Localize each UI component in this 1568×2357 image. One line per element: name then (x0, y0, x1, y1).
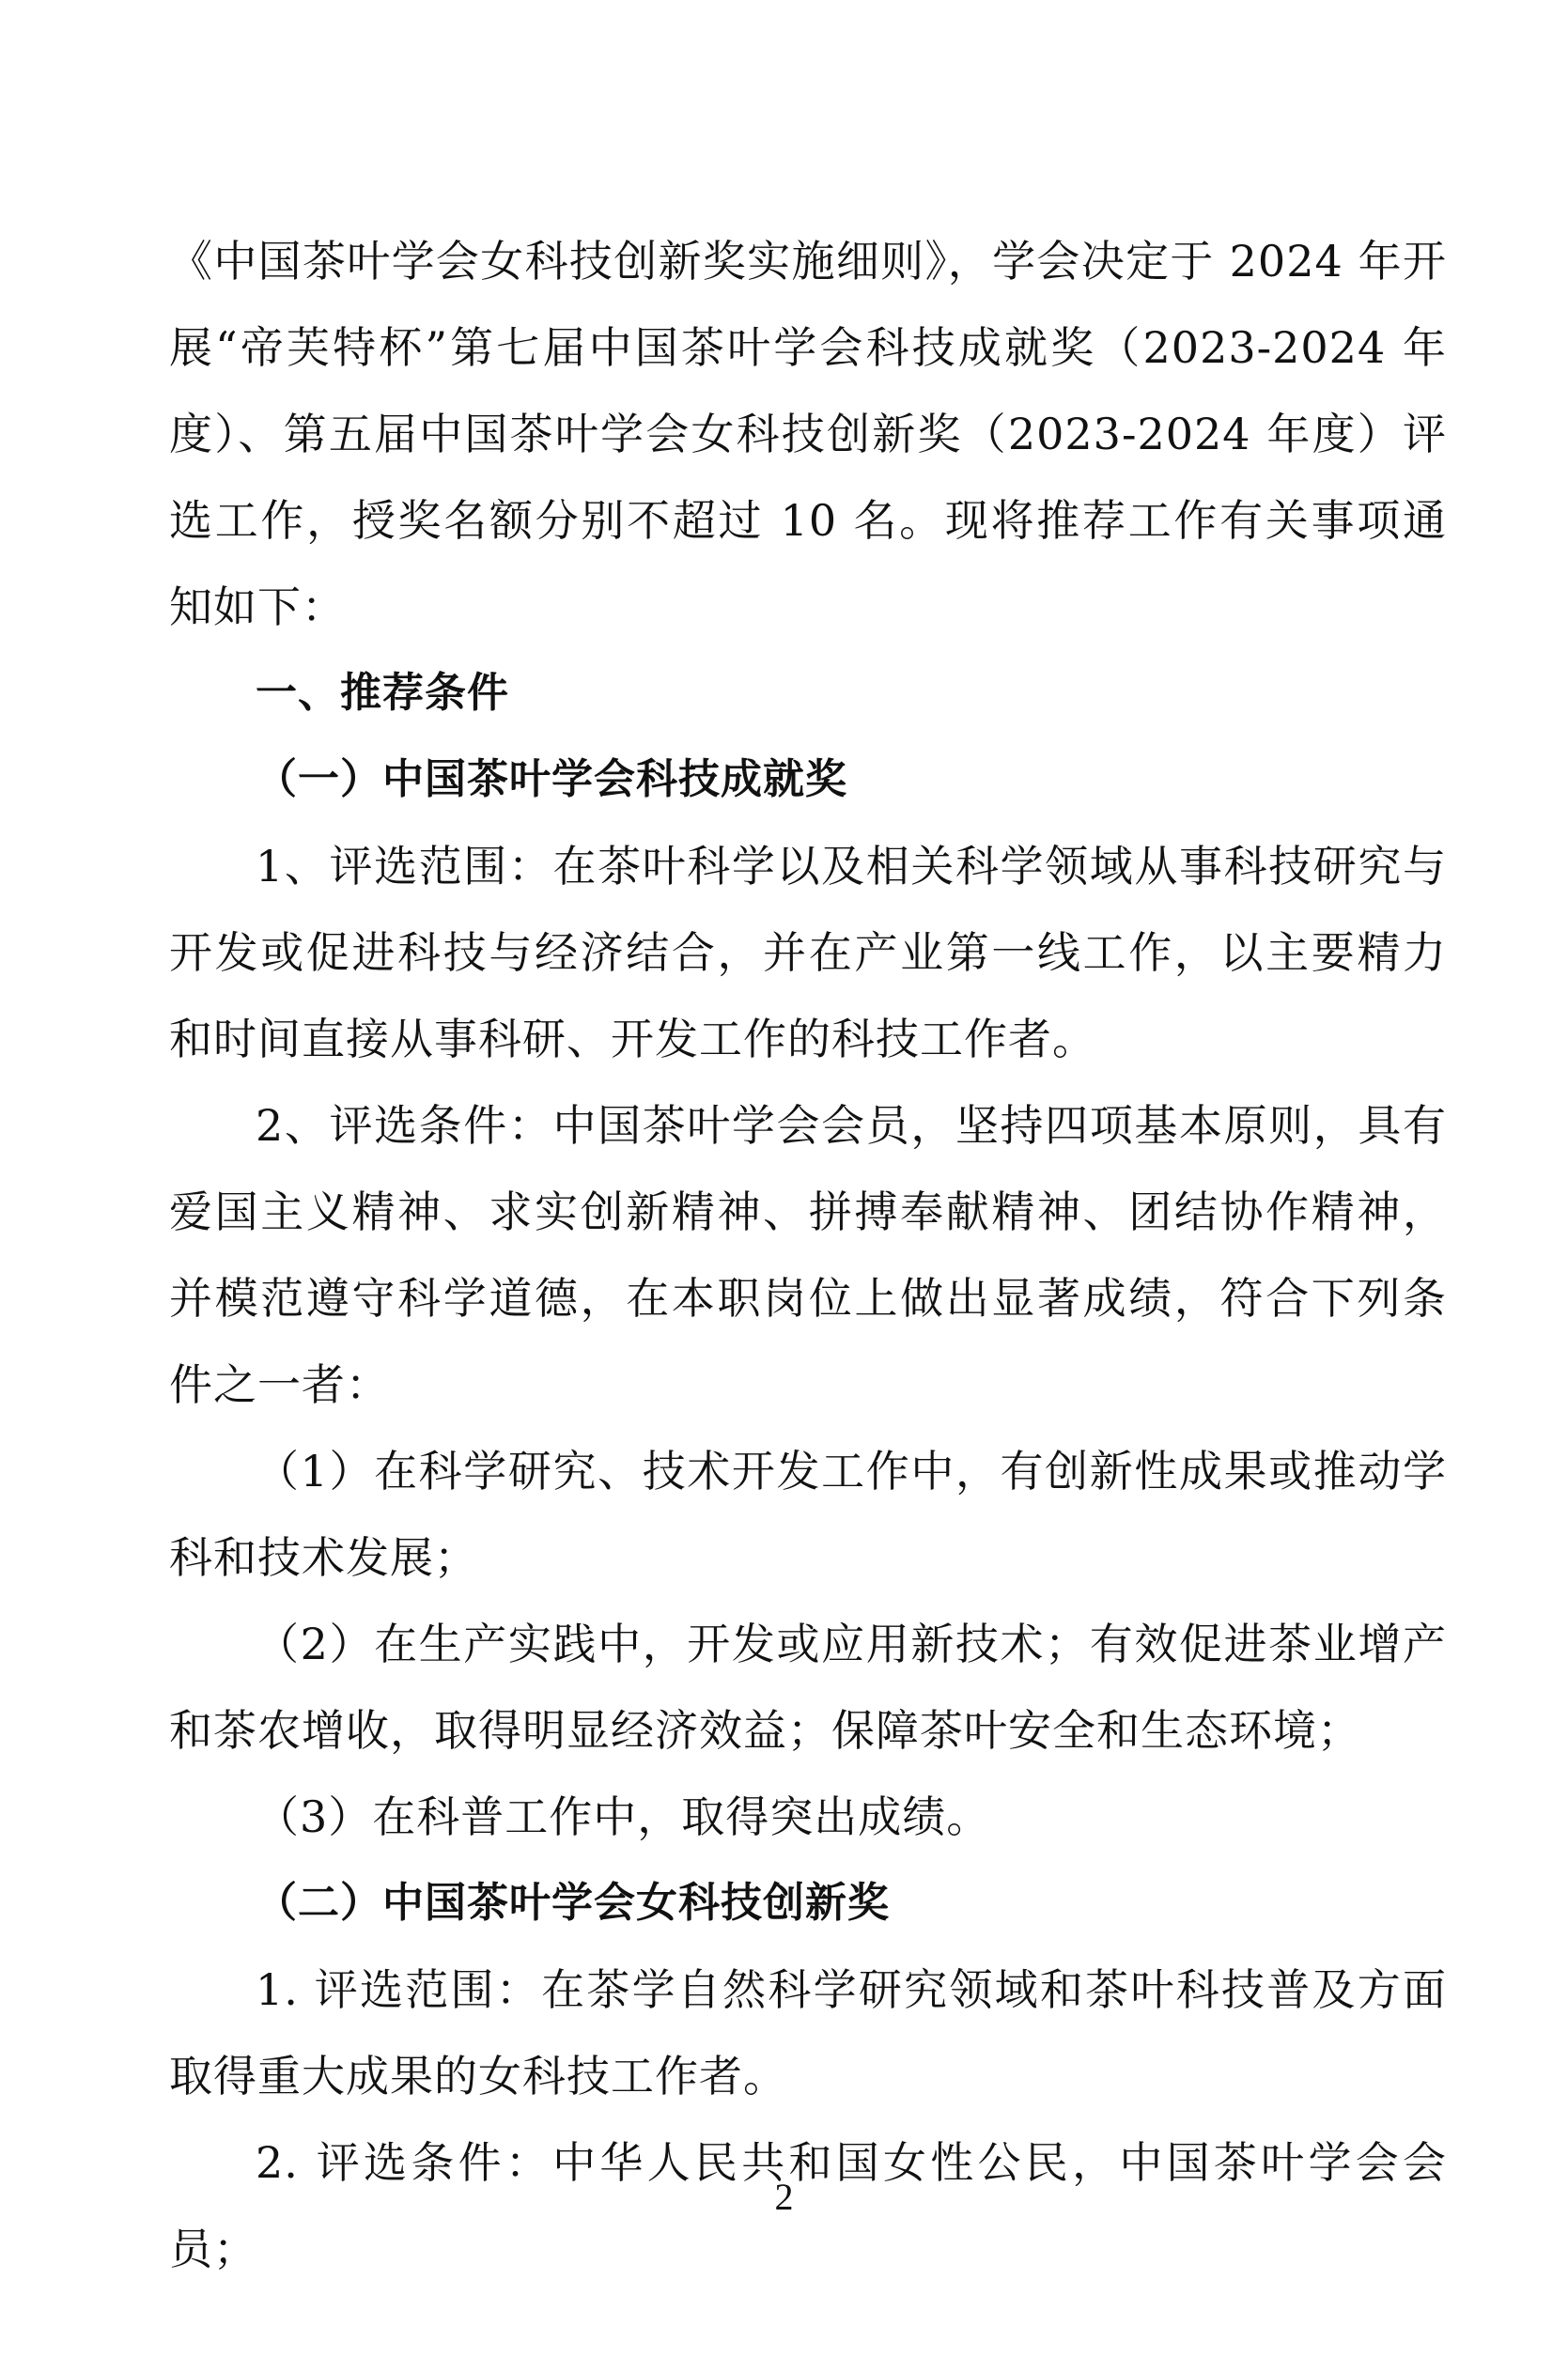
subsection-heading-women-innovation-award: （二）中国茶叶学会女科技创新奖 (256, 1879, 890, 1927)
page-number: 2 (774, 2176, 794, 2218)
section-heading-recommendation-conditions: 一、推荐条件 (256, 669, 509, 717)
document-body (169, 218, 1447, 2292)
paragraph-selection-conditions-2: 2. 评选条件：中华人民共和国女性公民，中国茶叶学会会员； (169, 2137, 1447, 2274)
list-item-condition-2: （2）在生产实践中，开发或应用新技术；有效促进茶业增产和茶农增收，取得明显经济效益；保障茶叶安全和生态环境； (169, 1619, 1447, 1756)
intro-paragraph: 《中国茶叶学会女科技创新奖实施细则》，学会决定于 2024 年开展“帝芙特杯”第七届中国茶叶学会科技成就奖（2023-2024 年度）、第五届中国茶叶学会女科技创新奖（2023-2024 年度）评选工作，授奖名额分别不超过 10 名。现将推荐工作有关事项通知如下： (169, 236, 1447, 632)
paragraph-selection-scope-2: 1. 评选范围：在茶学自然科学研究领域和茶叶科技普及方面取得重大成果的女科技工作者。 (169, 1964, 1447, 2101)
paragraph-selection-scope-1: 1、评选范围：在茶叶科学以及相关科学领域从事科技研究与开发或促进科技与经济结合，并在产业第一线工作，以主要精力和时间直接从事科研、开发工作的科技工作者。 (169, 841, 1447, 1064)
subsection-heading-achievement-award: （一）中国茶叶学会科技成就奖 (256, 755, 847, 803)
paragraph-selection-conditions-1: 2、评选条件：中国茶叶学会会员，坚持四项基本原则，具有爱国主义精神、求实创新精神、拼搏奉献精神、团结协作精神，并模范遵守科学道德，在本职岗位上做出显著成绩，符合下列条件之一者： (169, 1100, 1447, 1410)
list-item-condition-1: （1）在科学研究、技术开发工作中，有创新性成果或推动学科和技术发展； (169, 1446, 1447, 1583)
list-item-condition-3: （3）在科普工作中，取得突出成绩。 (256, 1791, 991, 1842)
